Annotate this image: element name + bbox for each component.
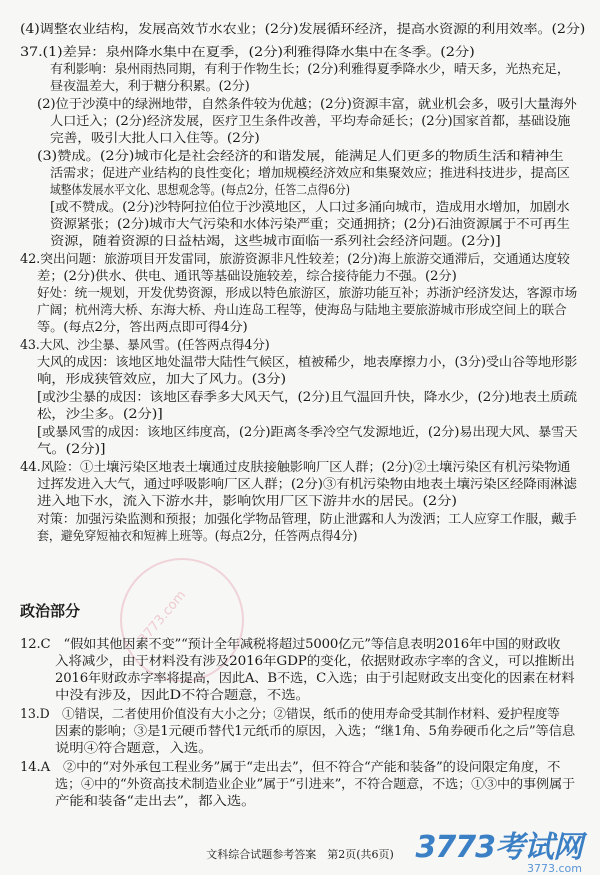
text-line: 说明④符合题意，入选。 [55, 740, 213, 755]
text-line: 资源紧张；(2分)城市大气污染和水体污染严重；交通拥挤；(2分)石油资源属于不可再生 [50, 216, 570, 231]
text-line: [或不赞成。(2分)沙特阿拉伯位于沙漠地区，人口过多涌向城市，造成用水增加，加剧水 [50, 199, 570, 214]
text-line: 43.大风、沙尘暴、暴风雪。(任答两点得4分) [20, 337, 270, 352]
text-line: 选；④中的“外资高技术制造业企业”属于“引进来”，不符合题意，不选；①③中的事例属于 [55, 776, 576, 791]
site-logo [416, 822, 583, 875]
text-line: 有利影响：泉州雨热同期，有利于作物生长；(2分)利雅得夏季降水少，晴天多，光热充足， [50, 61, 570, 76]
text-line: 产能和装备“走出去”，都入选。 [55, 793, 256, 808]
text-line: 13.D ①错误，二者使用价值没有大小之分；②错误，纸币的使用寿命受其制作材料、爱护程度等 [20, 706, 560, 721]
text-line: 活需求；促进产业结构的良性变化；增加规模经济效应和集聚效应；推进科技进步，提高区 [50, 165, 570, 180]
text-line: 差；(2分)供水、供电、通讯等基础设施较差，综合接待能力不强。(2分) [37, 268, 457, 283]
text-line: 37.(1)差异：泉州降水集中在夏季，(2分)利雅得降水集中在冬季。(2分) [20, 44, 475, 59]
text-line: 14.A ②中的“对外承包工程业务”属于“走出去”，但不符合“产能和装备”的设问限定角度，不 [20, 759, 561, 774]
text-line: 12.C “假如其他因素不变”“预计全年减税将超过5000亿元”等信息表明2016年中国的财政收 [20, 636, 561, 651]
section-title: 政治部分 [20, 602, 81, 620]
text-line: 套，避免穿短袖衣和短裤上班等。(每点2分，任答两点得4分) [37, 528, 358, 543]
text-line: 44.风险：①土壤污染区地表土壤通过皮肤接触影响厂区人群；(2分)②土壤污染区有机污染物通 [20, 459, 571, 474]
text-line: 大风的成因：该地区地处温带大陆性气候区，植被稀少，地表摩擦力小，(3分)受山谷等地形影 [37, 354, 578, 369]
text-line: 进入地下水，流入下游水井，影响饮用厂区下游井水的居民。(2分) [37, 493, 457, 508]
text-line: (4)调整农业结构，发展高效节水农业；(2分)发展循环经济，提高水资源的利用效率。(2分) [20, 21, 586, 36]
text-line: [或暴风雪的成因：该地区纬度高，(2分)距离冬季冷空气发源地近，(2分)易出现大风、暴雪天 [37, 424, 578, 439]
site-logo-text: 3773考试网 [415, 830, 582, 865]
text-line: 资源，随着资源的日益枯竭，这些城市面临一系列社会经济问题。(2分)] [50, 233, 501, 248]
text-line: 松，沙尘多。(2分)] [37, 406, 163, 421]
text-line: 入将减少，由于材料没有涉及2016年GDP的变化，依据财政赤字率的含义，可以推断出 [55, 653, 575, 668]
text-line: 昼夜温差大，利于糖分积累。(2分) [50, 78, 250, 93]
text-line: 42.突出问题：旅游项目开发雷同，旅游资源非凡性较差；(2分)海上旅游交通滞后，交通通达度较 [20, 251, 570, 266]
text-line: 完善，吸引大批人口入住等。(2分) [50, 130, 260, 145]
text-line: 域整体发展水平文化、思想观念等。(每点2分，任答二点得6分) [50, 182, 350, 197]
text-line: (3)赞成。(2分)城市化是社会经济的和谐发展，能满足人们更多的物质生活和精神生 [37, 148, 564, 163]
text-line: 气。(2分)] [37, 441, 106, 456]
text-line: 等。(每点2分，答出两点即可得4分) [37, 319, 248, 334]
watermark-text: 3773.com [135, 587, 190, 648]
text-line: 对策：加强污染监测和预报；加强化学物品管理，防止泄露和人为泼洒；工人应穿工作服，戴手 [37, 511, 577, 526]
site-logo-url: 3773.com [527, 862, 582, 875]
text-line: (2)位于沙漠中的绿洲地带，自然条件较为优越；(2分)资源丰富，就业机会多，吸引大量海外 [37, 96, 577, 111]
text-line: 广阔；杭州湾大桥、东海大桥、舟山连岛工程等，使海岛与陆地主要旅游城市形成空间上的联合 [37, 302, 567, 317]
text-line: 2016年财政赤字率将提高，因此A、B不选，C入选；由于引起财政支出变化的因素在材料 [55, 670, 575, 685]
page-footer: 文科综合试题参考答案 第2页(共6页) [206, 848, 394, 861]
text-line: [或沙尘暴的成因：该地区春季多大风天气，(2分)且气温回升快，降水少，(2分)地表土质疏 [37, 389, 577, 404]
text-line: 人口迁入；(2分)经济发展，医疗卫生条件改善，平均寿命延长；(2分)国家首都，基础设施 [50, 113, 571, 128]
text-line: 中没有涉及，因此D不符合题意，不选。 [55, 687, 310, 702]
text-line: 过挥发进入大气，通过呼吸影响厂区人群；(2分)③有机污染物由地表土壤污染区经降雨淋滤 [37, 476, 577, 491]
text-line: 响，形成狭管效应，加大了风力。(3分) [37, 371, 286, 386]
text-line: 因素的影响；③是1元硬币替代1元纸币的原因，入选；“继1角、5角券硬币化之后”等信息 [55, 723, 576, 738]
text-line: 好处：统一规划，开发优势资源，形成以特色旅游区，旅游功能互补；苏浙沪经济发达，客源市场 [37, 285, 578, 300]
